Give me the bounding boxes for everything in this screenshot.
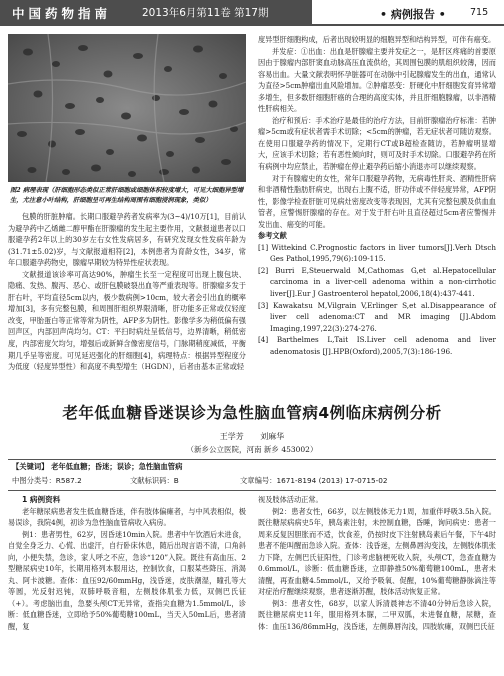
histology-image <box>8 34 246 182</box>
body-paragraph: 老年糖尿病患者发生低血糖昏迷，伴有肢体偏瘫者，与中风表相似，极易误诊，我院4例，初诊为急性脑血管病收入病房。 <box>8 506 246 528</box>
keywords: 【关键词】 老年低血糖；昏迷；误诊；急性脑血管病 <box>12 462 183 471</box>
body-paragraph: 并发症：①出血：出血是肝腺瘤主要并发症之一，是肝区疼痛的首要原因由于腺瘤内部肝窦血动脉高压血流供给，其周围包膜的肌组织较薄，因而容易出血。大量文献表明怀孕脏器可在动脉中引起腺瘤发生的出血，通常认为直径>5cm肿瘤出血风险增加。②肿瘤恶变：肝硬化中肝细胞发育异常增多增生，但多数肝细胞肝癌的合理的高度实体，并且肝细胞腺瘤，以非酒精性肝病相关。 <box>258 46 496 114</box>
reference-item: [3] Kawakatsu M,Vilgrain V,Erlinger S,et al.Disappearance of liver cell adenoma:CT and MR imaging [J].Abdom Imaging,1997,22(3):274-276. <box>258 300 496 333</box>
body-paragraph: 例1：患者男性，62岁，因昏迷10min入院。患者中午饮酒后未进食，自觉全身乏力、心慌、出虚汗，自行卧床休息，随后出现言语不清，口角斜向，小便失禁，急诊，家人呼之不应，急诊“120”入院。既往有高血压、2型糖尿病史10年，长期用格列本服用达，控制饮食，口服某些降压、消渴丸、阿卡波糖。查体：血压92/60mmHg，浅昏迷，皮肤潮湿，瞳孔等大等圆，光反射迟钝，双肺呼吸音粗，左侧肢体肌张力低，双侧巴氏征（+）。考虑脑出血，急要头颅CT无异常，查指尖血糖为1.5mmol/L，诊断：低血糖昏迷，立即给予50%葡萄糖100mL，当天入50mL后，患者清醒，复 <box>8 529 246 632</box>
divider <box>8 459 496 460</box>
divider <box>8 490 496 491</box>
references-heading: 参考文献 <box>258 231 287 241</box>
reference-item: [4] Barthelmes L,Tait IS.Liver cell adenoma and liver adenomatosis [J].HPB(Oxford),2005,7(3):186-196. <box>258 335 496 356</box>
article-title: 老年低血糖昏迷误诊为急性脑血管病4例临床病例分析 <box>62 404 442 422</box>
reference-item: [1] Wittekind C.Prognostic factors in liver tumors[J].Verh Dtsch Ges Pathol,1995,79(6):109-115. <box>258 242 496 264</box>
clc-number: 中图分类号：R587.2 <box>12 476 82 485</box>
header-rule <box>0 24 504 26</box>
section-heading: 1 病例资料 <box>22 495 61 504</box>
case-right-column <box>258 494 496 633</box>
page-header <box>0 0 504 28</box>
body-paragraph: 文献报道该诊率可高达90%，肿瘤生长至一定程度可出现上腹包块、隐痛、发热、腹泻、恶心、或肝包膜破裂出血等严重表现等。肝腺瘤多发于肝右叶，平均直径5cm以内，极少数病例>10cm，较大者会引出血的概率增加[3]，多有完整包膜，和周围肝组织界限清晰，肝功能多正常或仅轻度改变，甲胎蛋白等正常等常为阴性，AFP多为阴性。影像学多为稍低偏有强回声区，内部回声尚均匀。CT：平扫时病灶呈低信号，边界清晰，稍低密度，内部密度欠均匀，增强后或新鲜含像密度信号，门脉期稍度减低，平衡期几乎呈等密度。可见延迟强化的肝细胞[4]，病理特点：根据异型程度分为低度（轻度异型性）和高度不典型增生（HGDN），后者由基本正常或轻 <box>8 269 246 372</box>
case-left-column <box>8 494 246 633</box>
article-number: 文章编号：1671-8194 (2013) 17-0715-02 <box>240 476 388 485</box>
section-label: • 病例报告 • <box>380 8 446 21</box>
journal-name: 中国药物指南 <box>12 6 112 21</box>
body-paragraph: 包膜的肝脏肿瘤。长期口服避孕药者发病率为(3~4)/10万[1]，目前认为避孕药中乙烯雌二醇甲酯在肝腺瘤的发生起主要作用，文献报道患者以口服避孕药2年以上的30岁左右女性发病居多，有研究发现女性发病年龄为(31.71±5.02)岁，与文献报道相符[2]，本例患者为育龄女性，34岁，常年口服避孕药物史，腺瘤早期较为特异性症状表现。 <box>8 212 246 268</box>
author-name: 王学芳 <box>219 432 244 441</box>
article-authors <box>0 431 504 442</box>
document-code: 文献标识码：B <box>130 476 179 485</box>
body-paragraph: 例2：患者女性，66岁，以左侧肢体无力1周，加重伴呼吸3.5h入院。既往糖尿病病史5年，胰岛素注射，未控制血糖，昏睡，询问病史：患者一周来反复因胆胀而不适，饮食差，仍按时皮下注射胰岛素后午餐，下午4时患者不能叫醒而急诊入院。查体：浅昏迷，左侧鼻唇沟变浅，左侧肢体肌张力下降，左侧巴氏征阳性，门诊考虑脑梗死收入院，头颅CT，急查血糖为0.6mmol/L，诊断：低血糖昏迷，立即静推50%葡萄糖100mL，患者未清醒，再查血糖4.5mmol/L，又给予吸氧、促醒，10%葡萄糖静脉滴注等对症治疗醒继续观察，患者逐渐苏醒，肢体活动恢复正常。 <box>258 506 496 597</box>
body-paragraph: 对于有腺瘤史的女性，常年口服避孕药物，无病毒性肝炎、酒精性肝病和非酒精性脂肪肝病史，出现右上腹不适，肝功伴或不伴轻度异常，AFP阴性，影像学检查肝脏可见病灶密度改变等表现因，尤其有完整包膜及供血血管者，应警惕肝腺瘤的存在。对于发于肝右叶且直径超过5cm者应警惕并发出血、癌变的可能。 <box>258 173 496 229</box>
author-affiliation: （新乡公立医院，河南 新乡 453002） <box>186 445 318 454</box>
body-paragraph: 视及肢体活动正常。 <box>258 495 323 504</box>
right-column <box>258 34 496 357</box>
page-number: 715 <box>470 7 489 18</box>
figure-caption: 图2 病理表现（肝细胞形态类似正常肝细胞或细胞体积较度增大，可见大细胞异型增生，尤注意小叶结构，肝细胞呈可再生结构周围有细胞浸润现象，类似） <box>10 187 244 204</box>
pathology-figure <box>8 34 246 182</box>
issue-info: 2013年6月第11卷 第17期 <box>142 7 269 19</box>
left-column <box>8 211 246 373</box>
reference-item: [2] Burri E,Steuerwald M,Cathomas G,et al.Hepatocellular carcinoma in a liver-cell adenoma within a non-cirrhotic liver[J].Eur J Gastroenterol hepatol,2006,18(4):437-441. <box>258 265 496 299</box>
body-paragraph: 例3：患者女性，68岁，以家人诉清晨神志不清40分钟后急诊入院，既往糖尿病史11年，服用格列本脲，二甲双胍，未进餐血糖，尿糖，查体：血压136/86mmHg，浅昏迷，左侧鼻唇沟浅，四肢软瘫，双侧巴氏征 <box>258 598 496 632</box>
author-name: 刘麻华 <box>260 432 285 441</box>
body-paragraph: 治疗和预后：手术治疗是最佳的治疗方法，目前肝腺瘤治疗标准：若肿瘤>5cm或有症状者需手术切除；<5cm的肿瘤，若无症状者可随访观察。在使用口服避孕药的情况下，定期行CT或B超检查随访，若肿瘤明显增大，应该手术切除；若有恶性倾向时，则可及时手术切除。口服避孕药在所有病例中均应禁止，若肿瘤在停止避孕药后缩小消退亦可以继续观察。 <box>258 115 496 172</box>
body-paragraph: 度异型肝细胞构成，后者出现较明显的细胞异型和结构异型，可伴有癌变。 <box>258 35 496 44</box>
